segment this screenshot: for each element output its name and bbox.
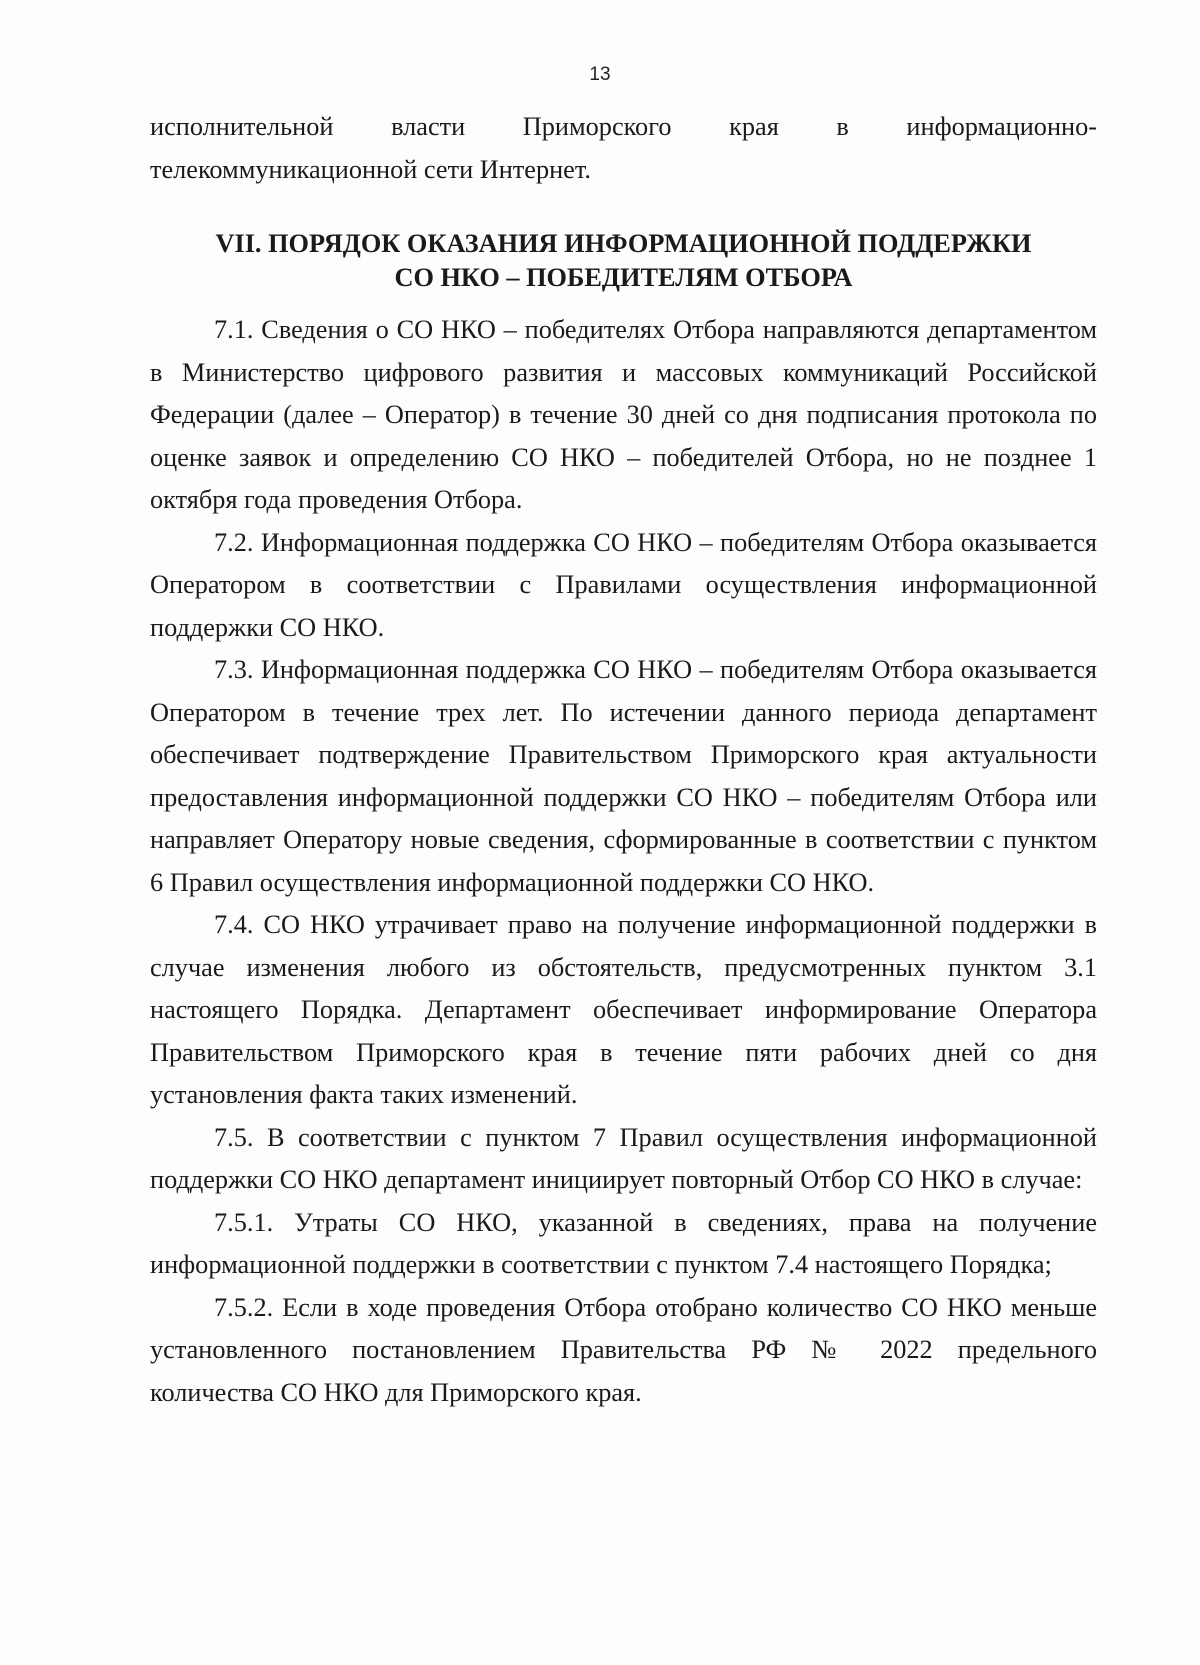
section-heading: [150, 227, 1097, 295]
page-number: 13: [589, 64, 611, 85]
section-heading-line-2: СО НКО – ПОБЕДИТЕЛЯМ ОТБОРА: [394, 263, 853, 292]
paragraph-7-5-2: 7.5.2. Если в ходе проведения Отбора отобрано количество СО НКО меньше установленного постановлением Правительства РФ № 2022 предельного количества СО НКО для Приморского края.: [150, 1292, 1097, 1407]
paragraph-7-5-1: 7.5.1. Утраты СО НКО, указанной в сведениях, права на получение информационной поддержки в соответствии с пунктом 7.4 настоящего Порядка;: [150, 1207, 1097, 1279]
paragraph-7-3: 7.3. Информационная поддержка СО НКО – победителям Отбора оказывается Оператором в течение трех лет. По истечении данного периода департамент обеспечивает подтверждение Правительством Приморского края актуальности предоставления информационной поддержки СО НКО – победителям Отбора или направляет Оператору новые сведения, сформированные в соответствии с пунктом 6 Правил осуществления информационной поддержки СО НКО.: [150, 655, 1097, 897]
intro-paragraph: исполнительной власти Приморского края в информационно-телекоммуникационной сети Интернет.: [150, 112, 1097, 184]
paragraph-7-2: 7.2. Информационная поддержка СО НКО – победителям Отбора оказывается Оператором в соответствии с Правилами осуществления информационной поддержки СО НКО.: [150, 527, 1097, 642]
paragraph-7-4: 7.4. СО НКО утрачивает право на получение информационной поддержки в случае изменения любого из обстоятельств, предусмотренных пунктом 3.1 настоящего Порядка. Департамент обеспечивает информирование Оператора Правительством Приморского края в течение пяти рабочих дней со дня установления факта таких изменений.: [150, 910, 1097, 1109]
paragraph-7-5: 7.5. В соответствии с пунктом 7 Правил осуществления информационной поддержки СО НКО департамент инициирует повторный Отбор СО НКО в случае:: [150, 1122, 1097, 1194]
section-heading-line-1: VII. ПОРЯДОК ОКАЗАНИЯ ИНФОРМАЦИОННОЙ ПОДДЕРЖКИ: [215, 229, 1032, 258]
document-body: [150, 106, 1097, 1414]
paragraph-7-1: 7.1. Сведения о СО НКО – победителях Отбора направляются департаментом в Министерство цифрового развития и массовых коммуникаций Российской Федерации (далее – Оператор) в течение 30 дней со дня подписания протокола по оценке заявок и определению СО НКО – победителей Отбора, но не позднее 1 октября года проведения Отбора.: [150, 315, 1097, 514]
